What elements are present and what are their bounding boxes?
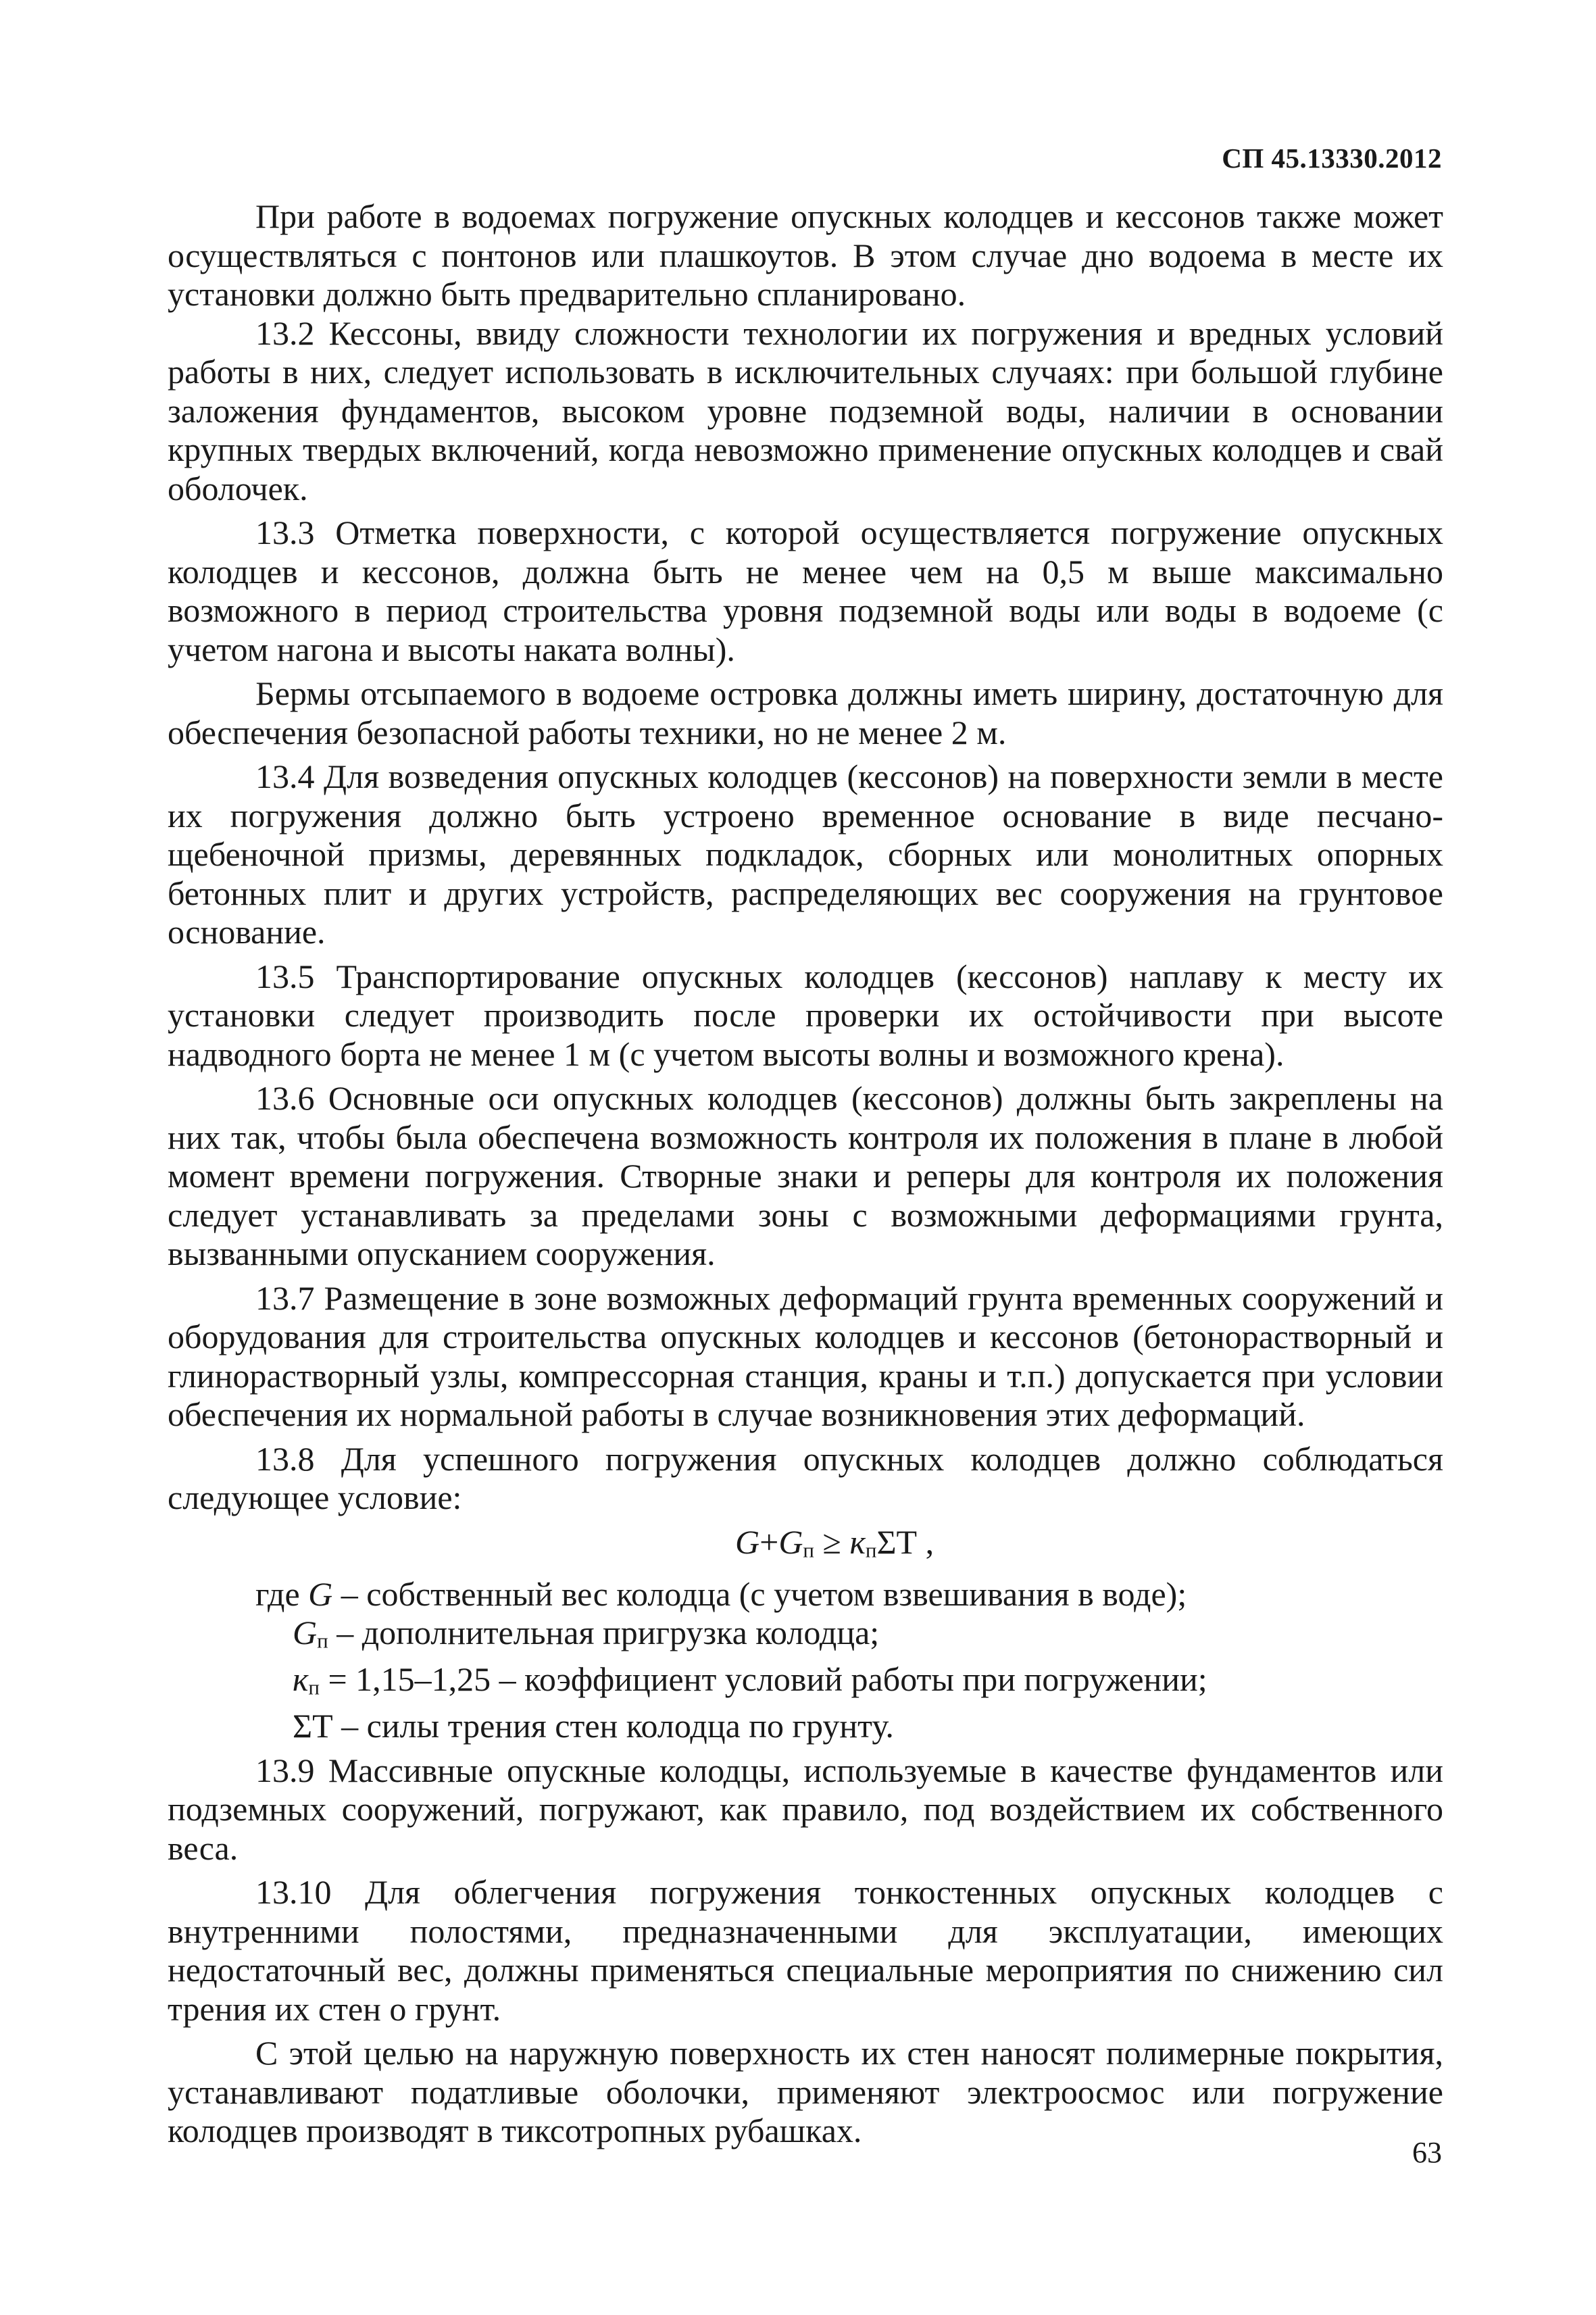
formula-gp: G [778,1522,803,1561]
paragraph-13-8: 13.8 Для успешного погружения опускных колодцев должно соблюдаться следующее условие: [168,1439,1443,1516]
definition-prefix: где [255,1574,309,1613]
definition-text: = 1,15–1,25 – коэффициент условий работы при погружении; [319,1660,1207,1699]
definition-text: – собственный вес колодца (с учетом взвешивания в воде); [332,1574,1187,1613]
definition-kp [168,1660,1443,1707]
formula [168,1523,1443,1570]
definition-subscript: п [317,1628,328,1653]
formula-k-sub: п [865,1538,877,1562]
definition-symbol: G [293,1614,318,1652]
paragraph-13-3: 13.3 Отметка поверхности, с которой осуществляется погружение опускных колодцев и кессонов, должна быть не менее чем на 0,5 м выше максимально возможного в период строительства уровня подземной воды или воды в водоеме (с учетом нагона и высоты наката волны). [168,514,1443,668]
paragraph: При работе в водоемах погружение опускных колодцев и кессонов также может осуществляться с понтонов или плашкоутов. В этом случае дно водоема в месте их установки должно быть предварительно спланировано. [168,197,1443,313]
paragraph-13-10: 13.10 Для облегчения погружения тонкостенных опускных колодцев с внутренними полостями, предназначенными для эксплуатации, имеющих недостаточный вес, должны применяться специальные мероприятия по снижению сил трения их стен о грунт. [168,1873,1443,2028]
formula-geq: ≥ [814,1522,850,1561]
paragraph-13-2: 13.2 Кессоны, ввиду сложности технологии их погружения и вредных условий работы в них, следует использовать в исключительных случаях: при большой глубине заложения фундаментов, высоком уровне подземной воды, наличии в основании крупных твердых включений, когда невозможно применение опускных колодцев и свай оболочек. [168,314,1443,507]
definition-gp [168,1614,1443,1660]
paragraph: Бермы отсыпаемого в водоеме островка должны иметь ширину, достаточную для обеспечения безопасной работы техники, но не менее 2 м. [168,674,1443,751]
paragraph: С этой целью на наружную поверхность их стен наносят полимерные покрытия, устанавливают податливые оболочки, применяют электроосмос или погружение колодцев производят в тиксотропных рубашках. [168,2034,1443,2150]
formula-k: к [849,1522,866,1561]
definition-friction: ΣТ – силы трения стен колодца по грунту. [293,1707,894,1745]
paragraph-13-4: 13.4 Для возведения опускных колодцев (кессонов) на поверхности земли в месте их погружения должно быть устроено временное основание в виде песчано-щебеночной призмы, деревянных подкладок, сборных или монолитных опорных бетонных плит и других устройств, распределяющих вес сооружения на грунтовое основание. [168,757,1443,951]
formula-sum: ΣТ , [876,1522,934,1561]
paragraph-13-7: 13.7 Размещение в зоне возможных деформаций грунта временных сооружений и оборудования для строительства опускных колодцев и кессонов (бетонорастворный и глинорастворный узлы, компрессорная станция, краны и т.п.) допускается при условии обеспечения их нормальной работы в случае возникновения этих деформаций. [168,1278,1443,1433]
definition-g [168,1575,1443,1614]
formula-g: G [735,1522,760,1561]
page-body [168,197,1443,2151]
formula-plus: + [759,1522,779,1561]
definition-symbol: к [293,1660,309,1699]
paragraph-13-5: 13.5 Транспортирование опускных колодцев (кессонов) наплаву к месту их установки следует производить после проверки их остойчивости при высоте надводного борта не менее 1 м (с учетом высоты волны и возможного крена). [168,957,1443,1073]
page-number: 63 [1412,2136,1442,2169]
definition-subscript: п [308,1675,320,1699]
paragraph-13-6: 13.6 Основные оси опускных колодцев (кессонов) должны быть закреплены на них так, чтобы была обеспечена возможность контроля их положения в плане в любой момент времени погружения. Створные знаки и реперы для контроля их положения следует устанавливать за пределами зоны с возможными деформациями грунта, вызванными опусканием сооружения. [168,1079,1443,1272]
paragraph-13-9: 13.9 Массивные опускные колодцы, используемые в качестве фундаментов или подземных сооружений, погружают, как правило, под воздействием их собственного веса. [168,1751,1443,1867]
definition-text: – дополнительная пригрузка колодца; [328,1614,880,1652]
document-code: СП 45.13330.2012 [1222,143,1442,174]
definition-symbol: G [308,1574,333,1613]
formula-gp-sub: п [803,1538,815,1562]
